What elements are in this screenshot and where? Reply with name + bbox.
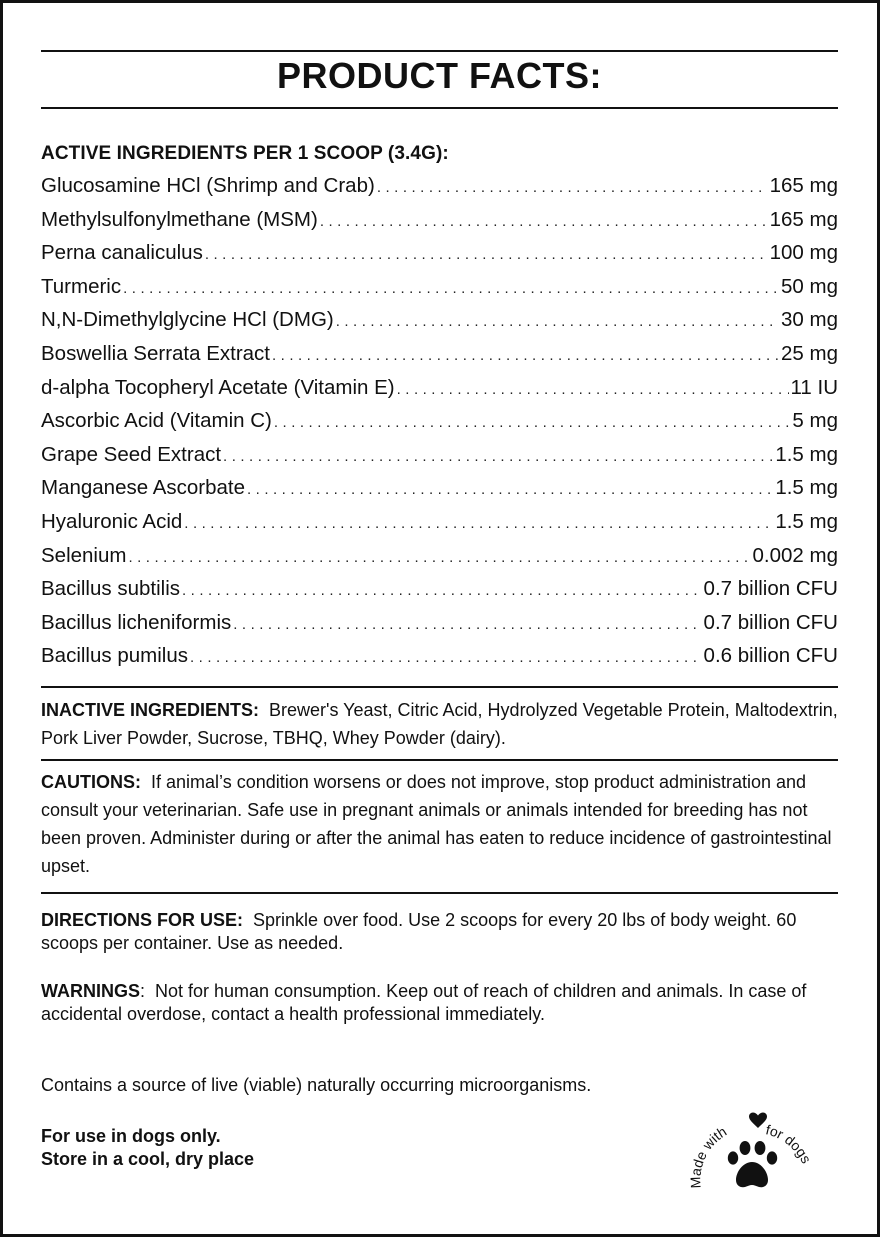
dot-leader <box>272 347 779 364</box>
inactive-ingredients <box>41 696 838 752</box>
badge-for-dogs-text: for dogs <box>764 1121 815 1166</box>
ingredient-row <box>41 409 838 443</box>
ingredient-name: Manganese Ascorbate <box>41 476 245 500</box>
footer-dogs-only: For use in dogs only. <box>41 1126 221 1146</box>
ingredient-row <box>41 308 838 342</box>
ingredient-name: Turmeric <box>41 274 122 298</box>
ingredient-name: Ascorbic Acid (Vitamin C) <box>41 409 272 433</box>
footer-storage: Store in a cool, dry place <box>41 1149 255 1169</box>
ingredient-row <box>41 577 838 611</box>
title-rule <box>41 107 838 109</box>
contains-statement: Contains a source of live (viable) naturally occurring microorganisms. <box>41 1075 592 1095</box>
ingredient-amount: 0.7 billion CFU <box>703 577 838 601</box>
inactive-ingredients-text: Brewer's Yeast, Citric Acid, Hydrolyzed Vegetable Protein, Maltodextrin, Pork Liver Powder, Sucrose, TBHQ, Whey Powder (dairy). <box>41 700 838 748</box>
ingredient-amount: 5 mg <box>792 409 838 433</box>
ingredient-row <box>41 644 838 678</box>
ingredient-amount: 0.7 billion CFU <box>703 610 838 634</box>
ingredient-amount: 165 mg <box>769 207 838 231</box>
warnings: WARNINGS: Not for human consumption. Keep out of reach of children and animals. In case of accidental overdose, contact a health professional immediately. <box>41 981 807 1024</box>
paw-print-icon <box>728 1141 777 1187</box>
heart-icon <box>749 1113 767 1129</box>
section-rule <box>41 892 838 894</box>
directions-label: DIRECTIONS FOR USE: <box>41 910 244 930</box>
ingredient-name: Boswellia Serrata Extract <box>41 341 271 365</box>
directions-text: Sprinkle over food. Use 2 scoops for every 20 lbs of body weight. 60 scoops per container. Use as needed. <box>41 910 797 953</box>
dot-leader <box>274 414 791 431</box>
section-rule <box>41 759 838 761</box>
dot-leader <box>184 515 773 532</box>
ingredient-row <box>41 510 838 544</box>
ingredient-name: Grape Seed Extract <box>41 442 222 466</box>
ingredient-amount: 1.5 mg <box>775 476 838 500</box>
ingredient-row <box>41 544 838 578</box>
warnings-label: WARNINGS <box>41 981 140 1001</box>
ingredient-row <box>41 611 838 645</box>
ingredient-name: Bacillus pumilus <box>41 644 188 668</box>
ingredient-row <box>41 342 838 376</box>
dot-leader <box>233 616 701 633</box>
ingredient-name: d-alpha Tocopheryl Acetate (Vitamin E) <box>41 375 395 399</box>
cautions <box>41 768 838 880</box>
dot-leader <box>182 582 702 599</box>
ingredient-amount: 25 mg <box>781 341 838 365</box>
page-title: PRODUCT FACTS: <box>277 55 602 96</box>
inactive-ingredients-label: INACTIVE INGREDIENTS: <box>41 700 260 720</box>
dot-leader <box>223 448 773 465</box>
made-with-love-badge <box>687 1106 819 1202</box>
dot-leader <box>397 381 789 398</box>
warnings-text: Not for human consumption. Keep out of reach of children and animals. In case of accidental overdose, contact a health professional immediately. <box>41 981 807 1024</box>
ingredient-name: Hyaluronic Acid <box>41 509 183 533</box>
ingredient-row <box>41 476 838 510</box>
ingredient-amount: 30 mg <box>781 308 838 332</box>
ingredient-name: Methylsulfonylmethane (MSM) <box>41 207 318 231</box>
ingredient-name: Glucosamine HCl (Shrimp and Crab) <box>41 174 375 197</box>
ingredient-amount: 0.6 billion CFU <box>703 644 838 668</box>
ingredient-name: Selenium <box>41 543 127 567</box>
top-rule <box>41 50 838 52</box>
badge-made-with-text: Made with <box>687 1123 730 1189</box>
ingredient-amount: 165 mg <box>769 174 838 197</box>
ingredient-amount: 50 mg <box>781 274 838 298</box>
active-ingredients-list <box>41 174 838 678</box>
ingredient-amount: 0.002 mg <box>752 543 838 567</box>
ingredient-name: N,N-Dimethylglycine HCl (DMG) <box>41 308 334 332</box>
ingredient-row <box>41 376 838 410</box>
ingredient-amount: 1.5 mg <box>775 442 838 466</box>
ingredient-name: Perna canaliculus <box>41 241 203 265</box>
dot-leader <box>247 481 773 498</box>
ingredient-row <box>41 275 838 309</box>
directions-for-use <box>41 909 838 955</box>
dot-leader <box>128 549 750 566</box>
dot-leader <box>336 313 779 330</box>
section-rule <box>41 686 838 688</box>
ingredient-row <box>41 174 838 208</box>
cautions-label: CAUTIONS: <box>41 772 141 792</box>
ingredient-name: Bacillus subtilis <box>41 577 180 601</box>
dot-leader <box>205 246 768 263</box>
dot-leader <box>190 649 702 666</box>
cautions-text: If animal’s condition worsens or does not improve, stop product administration and consult your veterinarian. Safe use in pregnant animals or animals intended for breeding has not been proven. Administer during or after the animal has eaten to reduce incidence of gastrointestinal upset. <box>41 772 832 876</box>
ingredient-amount: 100 mg <box>769 241 838 265</box>
ingredient-row <box>41 241 838 275</box>
ingredient-row <box>41 208 838 242</box>
dot-leader <box>123 280 779 297</box>
active-ingredients-heading: ACTIVE INGREDIENTS PER 1 SCOOP (3.4G): <box>41 143 449 164</box>
ingredient-amount: 1.5 mg <box>775 509 838 533</box>
dot-leader <box>377 179 768 196</box>
dot-leader <box>320 213 768 230</box>
ingredient-amount: 11 IU <box>790 375 838 399</box>
ingredient-row <box>41 443 838 477</box>
ingredient-name: Bacillus licheniformis <box>41 610 232 634</box>
